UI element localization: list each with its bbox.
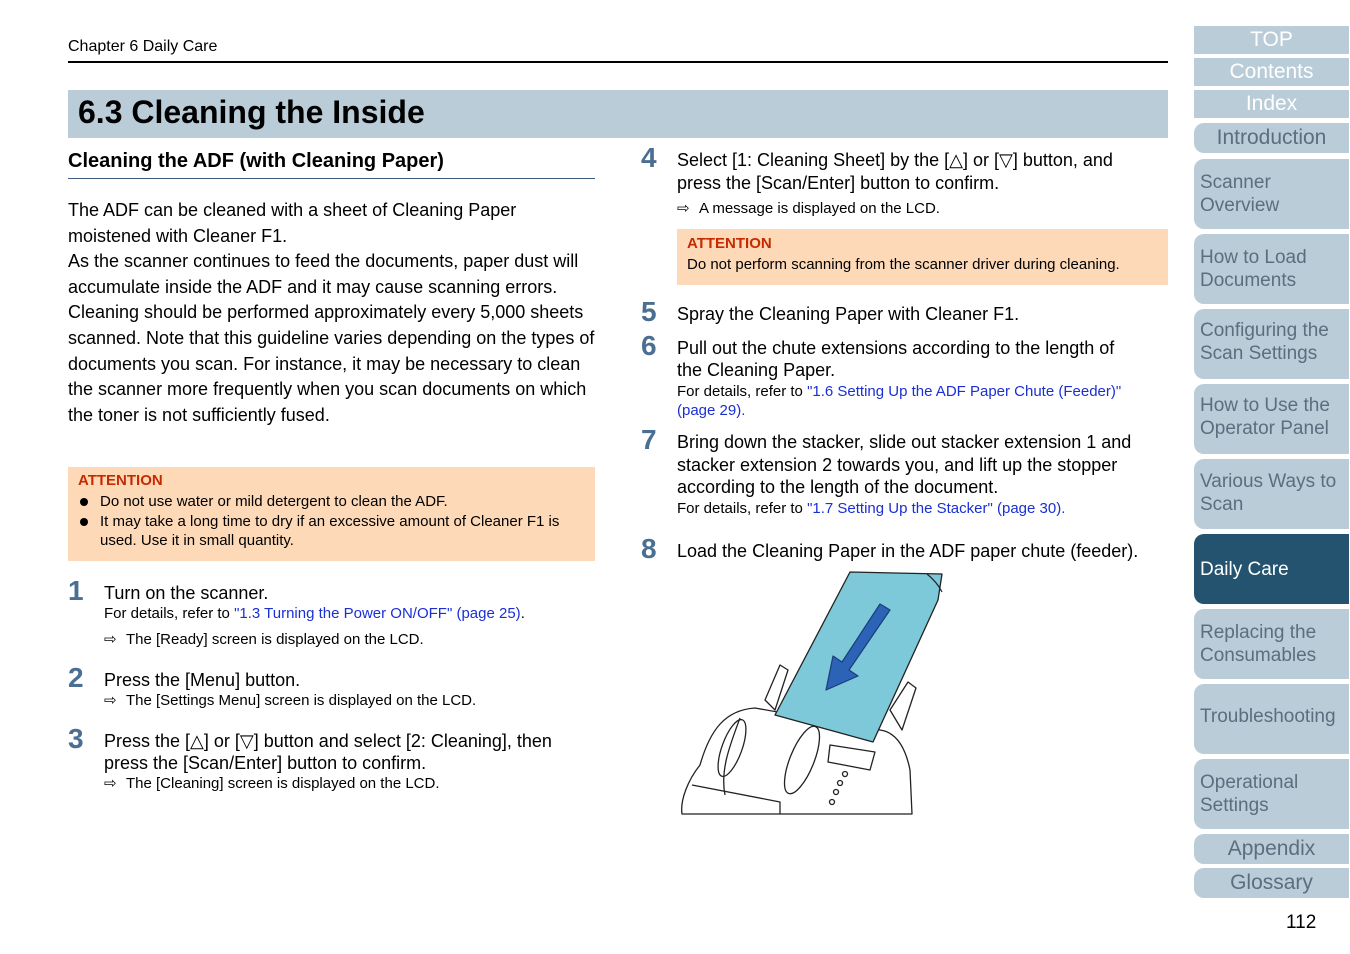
result-arrow-icon: ⇨ — [104, 692, 117, 709]
attention-item: Do not use water or mild detergent to clean the ADF. — [78, 492, 588, 512]
nav-operational-settings[interactable]: Operational Settings — [1194, 759, 1349, 829]
step-reference: For details, refer to "1.6 Setting Up the ADF Paper Chute (Feeder)" — [677, 383, 1122, 400]
step-number: 5 — [641, 296, 657, 327]
attention-box — [68, 467, 595, 561]
top-button[interactable]: TOP — [1194, 26, 1349, 54]
step-text: Pull out the chute extensions according to the length of — [677, 338, 1115, 358]
bullet-icon — [80, 498, 88, 506]
nav-replacing-consumables[interactable]: Replacing the Consumables — [1194, 609, 1349, 679]
step-text: the Cleaning Paper. — [677, 360, 836, 380]
result-arrow-icon: ⇨ — [677, 200, 690, 217]
reference-link[interactable]: "1.3 Turning the Power ON/OFF" (page 25) — [234, 605, 521, 622]
step-reference: For details, refer to "1.3 Turning the Power ON/OFF" (page 25). — [104, 605, 525, 622]
nav-glossary[interactable]: Glossary — [1194, 868, 1349, 898]
page-number: 112 — [1286, 912, 1317, 933]
step-text: according to the length of the document. — [677, 477, 999, 497]
step-reference: (page 29). — [677, 402, 746, 419]
step-text: Turn on the scanner. — [104, 583, 269, 603]
step-reference: For details, refer to "1.7 Setting Up the Stacker" (page 30). — [677, 500, 1066, 517]
step-text: Select [1: Cleaning Sheet] by the [△] or [▽] button, and — [677, 150, 1113, 170]
result-arrow-icon: ⇨ — [104, 631, 117, 648]
step-number: 3 — [68, 723, 84, 754]
step-text: Press the [Menu] button. — [104, 670, 301, 690]
step-result: ⇨ The [Ready] screen is displayed on the LCD. — [104, 631, 424, 648]
nav-various-ways-to-scan[interactable]: Various Ways to Scan — [1194, 459, 1349, 529]
intro-paragraph: As the scanner continues to feed the documents, paper dust will accumulate inside the ADF and it may cause scanning errors. — [68, 251, 579, 297]
step-number: 2 — [68, 662, 84, 693]
step-result: ⇨ A message is displayed on the LCD. — [677, 200, 940, 217]
step-text: Bring down the stacker, slide out stacker extension 1 and — [677, 432, 1132, 452]
reference-link[interactable]: "1.7 Setting Up the Stacker" (page 30) — [807, 500, 1062, 517]
scanner-illustration — [680, 570, 950, 816]
step-number: 7 — [641, 424, 657, 455]
index-button[interactable]: Index — [1194, 90, 1349, 118]
step-number: 4 — [641, 142, 657, 173]
step-number: 1 — [68, 575, 84, 606]
step-text: stacker extension 2 towards you, and lift up the stopper — [677, 455, 1118, 475]
nav-introduction[interactable]: Introduction — [1194, 123, 1349, 153]
nav-troubleshooting[interactable]: Troubleshooting — [1194, 684, 1349, 754]
step-text: Spray the Cleaning Paper with Cleaner F1. — [677, 304, 1020, 324]
nav-appendix[interactable]: Appendix — [1194, 834, 1349, 864]
attention-title: ATTENTION — [687, 235, 772, 252]
reference-link[interactable]: "1.6 Setting Up the ADF Paper Chute (Feeder)" — [807, 383, 1122, 400]
header-rule — [68, 61, 1168, 63]
section-rule — [68, 178, 595, 179]
step-number: 6 — [641, 330, 657, 361]
nav-operator-panel[interactable]: How to Use the Operator Panel — [1194, 384, 1349, 454]
chapter-header: Chapter 6 Daily Care — [68, 38, 218, 55]
contents-button[interactable]: Contents — [1194, 58, 1349, 86]
page-title: 6.3 Cleaning the Inside — [78, 94, 425, 130]
reference-link[interactable]: (page 29) — [677, 402, 742, 419]
intro-text — [68, 198, 598, 428]
result-arrow-icon: ⇨ — [104, 775, 117, 792]
step-text: Press the [△] or [▽] button and select [2: Cleaning], then — [104, 731, 552, 751]
nav-how-to-load-documents[interactable]: How to Load Documents — [1194, 234, 1349, 304]
nav-daily-care[interactable]: Daily Care — [1194, 534, 1349, 604]
attention-item: It may take a long time to dry if an excessive amount of Cleaner F1 is used. Use it in small quantity. — [78, 512, 588, 551]
title-bar — [68, 90, 1168, 138]
step-result: ⇨ The [Cleaning] screen is displayed on the LCD. — [104, 775, 440, 792]
attention-title: ATTENTION — [78, 472, 163, 489]
nav-scanner-overview[interactable]: Scanner Overview — [1194, 159, 1349, 229]
step-text: press the [Scan/Enter] button to confirm. — [104, 753, 427, 773]
attention-box — [677, 229, 1168, 285]
intro-paragraph: The ADF can be cleaned with a sheet of Cleaning Paper moistened with Cleaner F1. — [68, 200, 517, 246]
section-heading: Cleaning the ADF (with Cleaning Paper) — [68, 150, 444, 172]
step-number: 8 — [641, 533, 657, 564]
intro-paragraph: Cleaning should be performed approximately every 5,000 sheets scanned. Note that this guideline varies depending on the types of documents you scan. For instance, it may be necessary to clean the scanner more frequently when you scan documents on which the toner is not sufficiently fused. — [68, 302, 595, 425]
step-text: Load the Cleaning Paper in the ADF paper chute (feeder). — [677, 541, 1139, 561]
nav-configuring-scan-settings[interactable]: Configuring the Scan Settings — [1194, 309, 1349, 379]
step-result: ⇨ The [Settings Menu] screen is displayed on the LCD. — [104, 692, 477, 709]
attention-text: Do not perform scanning from the scanner driver during cleaning. — [687, 256, 1120, 273]
bullet-icon — [80, 518, 88, 526]
attention-list — [78, 492, 588, 551]
step-text: press the [Scan/Enter] button to confirm. — [677, 173, 1000, 193]
